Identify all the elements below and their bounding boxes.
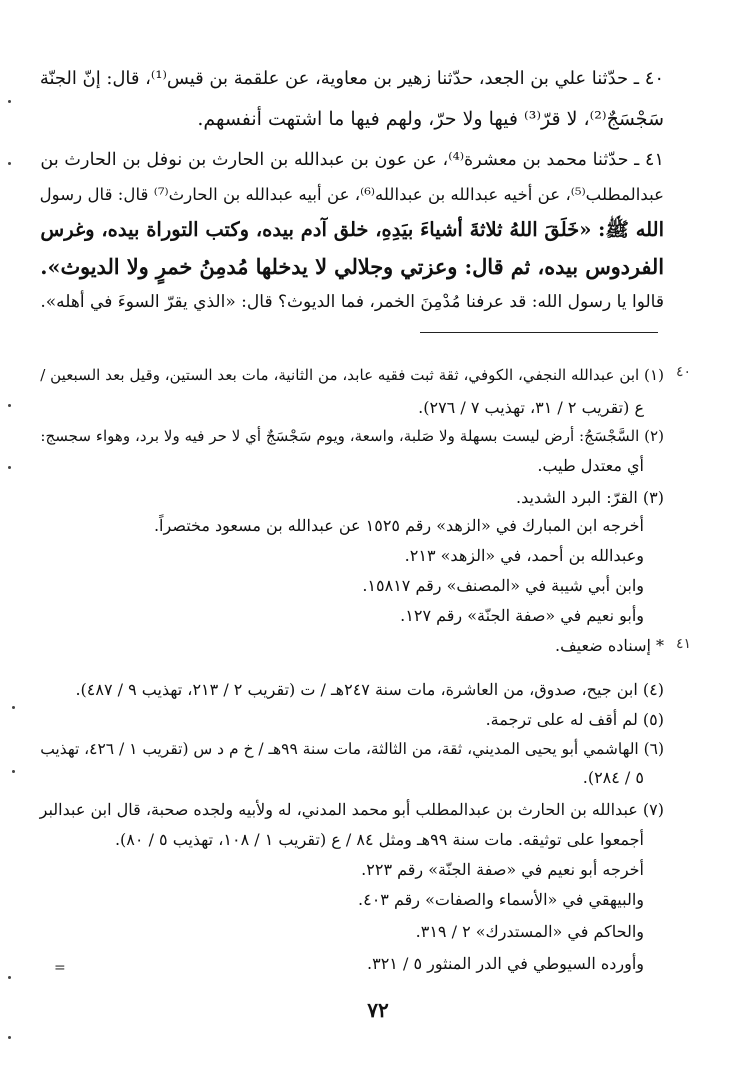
footnote-line-18: والبيهقي في «الأسماء والصفات» رقم ٤٠٣.: [358, 890, 644, 909]
margin-number-40: ٤٠: [676, 364, 692, 380]
margin-mark: [8, 976, 11, 979]
footnote-line-14: ٥ / ٢٨٤).: [582, 768, 644, 787]
footnote-line-7: وعبدالله بن أحمد، في «الزهد» ٢١٣.: [404, 546, 644, 565]
footnote-line-17: أخرجه أبو نعيم في «صفة الجنّة» رقم ٢٢٣.: [361, 860, 644, 879]
margin-mark: [12, 770, 15, 773]
margin-mark: [8, 1036, 11, 1039]
main-line-4: عبدالمطلب⁽⁵⁾، عن أخيه عبدالله بن عبدالله⁽⁶⁾، عن أبيه عبدالله بن الحارث⁽⁷⁾ قال: قال رسول: [39, 185, 664, 204]
main-line-2: سَجْسَجٌ⁽²⁾، لا قرّ⁽³⁾ فيها ولا حرّ، ولهم فيها ما اشتهت أنفسهم.: [197, 108, 664, 130]
main-line-1: ٤٠ ـ حدّثنا علي بن الجعد، حدّثنا زهير بن معاوية، عن علقمة بن قيس⁽¹⁾، قال: إنّ الجنّة: [39, 68, 664, 89]
margin-equals: =: [54, 960, 66, 976]
footnote-separator: [420, 332, 658, 333]
footnote-line-9: وأبو نعيم في «صفة الجنّة» رقم ١٢٧.: [400, 606, 644, 625]
main-line-5: الله ﷺ: «خَلَقَ اللهُ ثلاثةَ أشياءَ بيَدِهِ، خلق آدم بيده، وكتب التوراة بيده، وغرس: [40, 218, 664, 241]
footnote-line-12: (٥) لم أقف له على ترجمة.: [485, 710, 664, 729]
footnote-line-5: (٣) القرّ: البرد الشديد.: [515, 488, 664, 507]
footnote-line-2: ع (تقريب ٢ / ٣١، تهذيب ٧ / ٢٧٦).: [418, 398, 644, 417]
main-line-7: قالوا يا رسول الله: قد عرفنا مُدْمِنَ الخمر، فما الديوث؟ قال: «الذي يقرّ السوءَ في أهله».: [40, 292, 664, 312]
margin-number-41: ٤١: [676, 636, 692, 652]
footnote-line-16: أجمعوا على توثيقه. مات سنة ٩٩هـ ومثل ٨٤ / ع (تقريب ١ / ١٠٨، تهذيب ٥ / ٨٠).: [114, 830, 644, 849]
margin-mark: [8, 162, 11, 165]
footnote-line-4: أي معتدل طيب.: [537, 456, 644, 475]
footnote-line-10: * إسناده ضعيف.: [554, 636, 664, 655]
main-line-3: ٤١ ـ حدّثنا محمد بن معشرة⁽⁴⁾، عن عون بن عبدالله بن الحارث بن نوفل بن الحارث بن: [40, 150, 664, 170]
footnote-line-11: (٤) ابن جيح، صدوق، من العاشرة، مات سنة ٢٤٧هـ / ت (تقريب ٢ / ٢١٣، تهذيب ٩ / ٤٨٧).: [75, 680, 664, 699]
margin-mark: [8, 466, 11, 469]
margin-mark: [8, 100, 11, 103]
margin-mark: [8, 404, 11, 407]
main-line-6: الفردوس بيده، ثم قال: وعزتي وجلالي لا يدخلها مُدمِنُ خمرٍ ولا الديوث».: [40, 254, 664, 279]
footnote-line-13: (٦) الهاشمي أبو يحيى المديني، ثقة، من الثالثة، مات سنة ٩٩هـ / خ م د س (تقريب ١ / ٤٢٦، تهذيب: [40, 740, 664, 758]
footnote-line-6: أخرجه ابن المبارك في «الزهد» رقم ١٥٢٥ عن عبدالله بن مسعود مختصراً.: [153, 516, 644, 535]
footnote-line-3: (٢) السَّجْسَجُ: أرض ليست بسهلة ولا صَلبة، واسعة، ويوم سَجْسَجٌ أي لا حر فيه ولا برد، وهواء سجسج:: [40, 427, 664, 445]
footnote-line-15: (٧) عبدالله بن الحارث بن عبدالمطلب أبو محمد المدني، له ولأبيه ولجده صحبة، قال ابن عبدالبر: [39, 800, 664, 819]
margin-mark: [12, 706, 15, 709]
footnote-line-20: وأورده السيوطي في الدر المنثور ٥ / ٣٢١.: [367, 954, 644, 973]
page-number: ٧٢: [367, 998, 389, 1022]
footnote-line-8: وابن أبي شيبة في «المصنف» رقم ١٥٨١٧.: [362, 576, 644, 595]
footnote-line-19: والحاكم في «المستدرك» ٢ / ٣١٩.: [415, 922, 644, 941]
footnote-line-1: (١) ابن عبدالله النجفي، الكوفي، ثقة ثبت فقيه عابد، من الثانية، مات بعد الستين، وقيل بعد السبعين /: [40, 366, 664, 384]
